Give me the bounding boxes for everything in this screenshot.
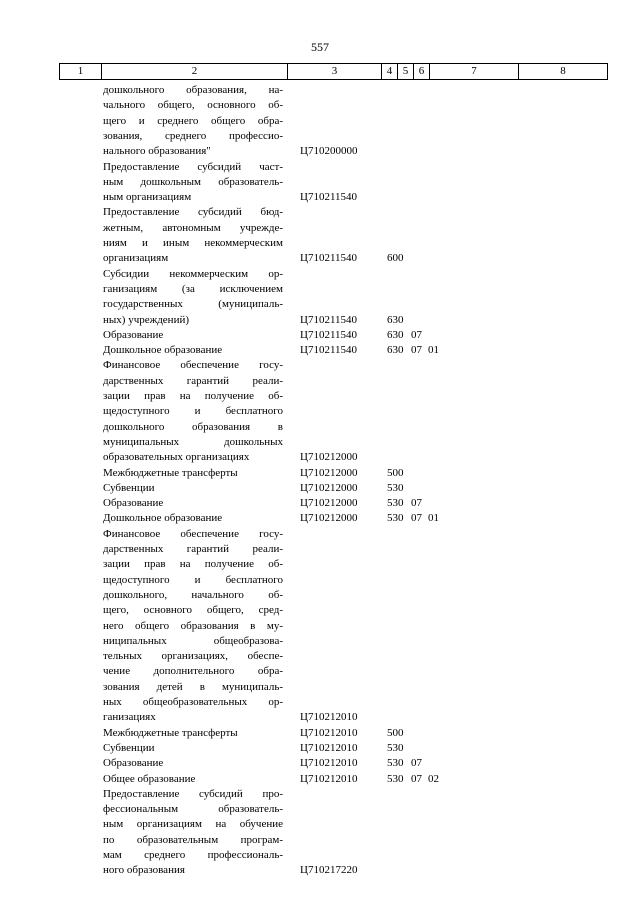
- row-description-line: Субвенции: [103, 481, 155, 494]
- row-description-line: ным дошкольным образователь-: [103, 175, 283, 188]
- target-article-code: Ц710211540: [300, 191, 358, 204]
- row-description-line: ным организациям на обучение: [103, 818, 283, 831]
- row-description-line: тельных организациях, обеспе-: [103, 650, 283, 663]
- row-description-line: организациям: [103, 252, 169, 265]
- row-description-line: Общее образование: [103, 772, 196, 785]
- row-description-line: Предоставление субсидий бюд-: [103, 206, 283, 219]
- expense-type-code: 530: [387, 481, 404, 494]
- target-article-code: Ц710212010: [300, 711, 358, 724]
- row-description-line: Предоставление субсидий про-: [103, 787, 283, 800]
- row-description-line: ным организациям: [103, 191, 192, 204]
- target-article-code: Ц710212010: [300, 772, 358, 785]
- row-description-line: Межбюджетные трансферты: [103, 466, 238, 479]
- row-description-line: мам среднего профессиональ-: [103, 849, 283, 861]
- row-description-line: жетным, автономным учрежде-: [103, 221, 283, 234]
- target-article-code: Ц710212000: [300, 497, 358, 510]
- row-description-line: ниципальных общеобразова-: [103, 634, 283, 647]
- row-description-line: Образование: [103, 757, 164, 770]
- expense-type-code: 630: [387, 313, 404, 326]
- row-description-line: ганизациях: [103, 711, 156, 724]
- row-description-line: государственных (муниципаль-: [103, 298, 283, 311]
- row-description-line: дошкольного образования в: [103, 420, 283, 433]
- row-description-line: зации прав на получение об-: [103, 558, 283, 571]
- target-article-code: Ц710212000: [300, 512, 358, 525]
- expense-type-code: 630: [387, 328, 404, 341]
- row-description-line: ных общеобразовательных ор-: [103, 696, 283, 708]
- row-description-line: зации прав на получение об-: [103, 390, 283, 402]
- target-article-code: Ц710212010: [300, 757, 358, 770]
- expense-type-code: 500: [387, 466, 404, 479]
- section-code: 07: [411, 512, 422, 525]
- row-description-line: дошкольного, начального об-: [103, 588, 283, 601]
- row-description-line: ных) учреждений): [103, 313, 190, 326]
- subsection-code: 01: [428, 344, 439, 357]
- target-article-code: Ц710212000: [300, 466, 358, 479]
- section-code: 07: [411, 772, 422, 785]
- expense-type-code: 530: [387, 772, 404, 785]
- target-article-code: Ц710211540: [300, 252, 358, 265]
- target-article-code: Ц710217220: [300, 864, 358, 877]
- row-description-line: Образование: [103, 497, 164, 510]
- target-article-code: Ц710212010: [300, 741, 358, 754]
- expense-type-code: 630: [387, 344, 404, 357]
- column-header-5: 5: [398, 64, 414, 80]
- row-description-line: него общего образования в му-: [103, 619, 283, 632]
- expense-type-code: 530: [387, 757, 404, 770]
- column-header-7: 7: [430, 64, 519, 80]
- column-header-3: 3: [288, 64, 382, 80]
- expense-type-code: 530: [387, 512, 404, 525]
- row-description-line: ного образования: [103, 864, 185, 877]
- row-description-line: зования, среднего профессио-: [103, 129, 283, 142]
- expense-type-code: 530: [387, 741, 404, 754]
- row-description-line: дарственных гарантий реали-: [103, 374, 283, 387]
- column-header-4: 4: [382, 64, 398, 80]
- column-header-1: 1: [60, 64, 102, 80]
- row-description-line: зования детей в муниципаль-: [103, 680, 283, 693]
- row-description-line: щедоступного и бесплатного: [103, 405, 283, 418]
- target-article-code: Ц710212000: [300, 451, 358, 464]
- row-description-line: Субвенции: [103, 741, 155, 754]
- expense-type-code: 600: [387, 252, 404, 265]
- row-description-line: Предоставление субсидий част-: [103, 160, 283, 173]
- target-article-code: Ц710200000: [300, 145, 358, 158]
- row-description-line: нального образования": [103, 145, 211, 158]
- row-description-line: чение дополнительного обра-: [103, 665, 283, 678]
- row-description-line: чального общего, основного об-: [103, 99, 283, 112]
- row-description-line: щего, основного общего, сред-: [103, 604, 283, 617]
- row-description-line: Субсидии некоммерческим ор-: [103, 267, 283, 280]
- target-article-code: Ц710211540: [300, 328, 358, 341]
- target-article-code: Ц710211540: [300, 344, 358, 357]
- subsection-code: 02: [428, 772, 439, 785]
- target-article-code: Ц710211540: [300, 313, 358, 326]
- column-header-2: 2: [102, 64, 288, 80]
- expense-type-code: 500: [387, 726, 404, 739]
- row-description-line: Финансовое обеспечение госу-: [103, 527, 283, 540]
- row-description-line: дошкольного образования, на-: [103, 84, 283, 96]
- column-header-8: 8: [519, 64, 608, 80]
- row-description-line: ниям и иным некоммерческим: [103, 237, 283, 249]
- section-code: 07: [411, 344, 422, 357]
- row-description-line: муниципальных дошкольных: [103, 435, 283, 448]
- row-description-line: щего и среднего общего обра-: [103, 114, 283, 127]
- row-description-line: Образование: [103, 328, 164, 341]
- subsection-code: 01: [428, 512, 439, 525]
- section-code: 07: [411, 497, 422, 510]
- section-code: 07: [411, 757, 422, 770]
- target-article-code: Ц710212010: [300, 726, 358, 739]
- row-description-line: Финансовое обеспечение госу-: [103, 359, 283, 372]
- page-number: 557: [311, 40, 329, 54]
- row-description-line: дарственных гарантий реали-: [103, 543, 283, 555]
- expense-type-code: 530: [387, 497, 404, 510]
- section-code: 07: [411, 328, 422, 341]
- row-description-line: фессиональным образователь-: [103, 803, 283, 816]
- column-header-6: 6: [414, 64, 430, 80]
- row-description-line: Межбюджетные трансферты: [103, 726, 238, 739]
- row-description-line: Дошкольное образование: [103, 344, 223, 357]
- target-article-code: Ц710212000: [300, 481, 358, 494]
- row-description-line: щедоступного и бесплатного: [103, 573, 283, 586]
- column-header-row: [59, 63, 608, 80]
- row-description-line: ганизациям (за исключением: [103, 282, 283, 295]
- row-description-line: по образовательным програм-: [103, 833, 283, 846]
- row-description-line: образовательных организациях: [103, 451, 250, 464]
- row-description-line: Дошкольное образование: [103, 512, 223, 525]
